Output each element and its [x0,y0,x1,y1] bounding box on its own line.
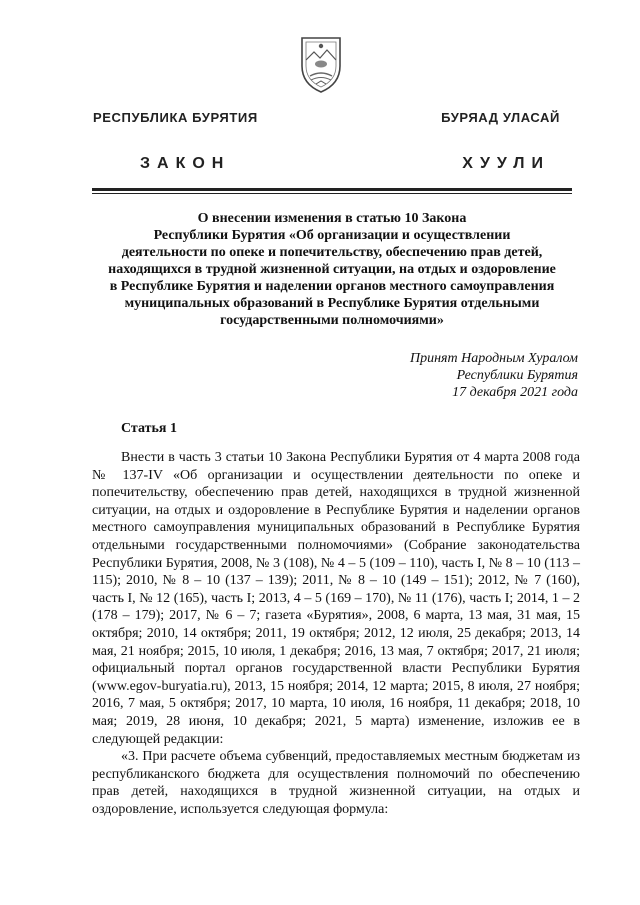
article-heading: Статья 1 [121,421,177,436]
adoption-line: Республики Бурятия [456,368,578,383]
header-divider-thick [92,188,572,191]
law-title-line: муниципальных образований в Республике Бурятия отдельными [124,296,540,311]
law-label-buryat: ХУУЛИ [462,155,550,172]
republic-name-russian: РЕСПУБЛИКА БУРЯТИЯ [93,110,258,125]
header-divider-thin [92,193,572,194]
law-title-line: находящихся в трудной жизненной ситуации, на отдых и оздоровление [108,262,556,277]
law-title-line: в Республике Бурятия и наделении органов местного самоуправления [109,279,555,294]
law-title-line: Республики Бурятия «Об организации и осуществлении [153,228,511,243]
adoption-date: 17 декабря 2021 года [452,385,578,400]
law-title-line: государственными полномочиями» [220,313,444,328]
body-paragraph: «3. При расчете объема субвенций, предоставляемых местным бюджетам из республиканского бюджета для осуществления полномочий по обеспечению прав детей, находящихся в трудной жизненной ситуации, на отдых и оздоровление, используется следующая формула: [92,749,580,817]
law-title-line: деятельности по опеке и попечительству, обеспечению прав детей, [121,245,543,260]
body-paragraph: Внести в часть 3 статьи 10 Закона Республики Бурятия от 4 марта 2008 года № 137-IV «Об организации и осуществлении деятельности по опеке и попечительству, обеспечению прав детей, находящихся в трудной жизненной ситуации, на отдых и оздоровление в Республике Бурятия и наделении органов местного самоуправления муниципальных образований в Республике Бурятия отдельными государственными полномочиями» (Собрание законодательства Республики Бурятия, 2008, № 3 (108), № 4 – 5 (109 – 110), часть I, № 8 – 10 (113 – 115); 2010, № 8 – 10 (137 – 139); 2011, № 8 – 10 (149 – 151); 2012, № 7 (160), часть I, № 12 (165), часть I; 2013, 4 – 5 (169 – 170), № 11 (176), часть I; 2014, 1 – 2 (178 – 179); 2017, № 6 – 7; газета «Бурятия», 2008, 6 марта, 13 мая, 31 мая, 15 октября; 2010, 14 октября; 2011, 19 октября; 2012, 12 июля, 25 декабря; 2013, 14 мая, 21 ноября; 2015, 10 июля, 1 декабря; 2016, 13 мая, 7 октября; 2017, 21 июля; официальный портал органов государственной власти Республики Бурятия (www.egov-buryatia.ru), 2013, 15 ноября; 2014, 12 марта; 2015, 8 июля, 27 ноября; 2016, 7 мая, 5 октября; 2017, 10 марта, 10 июля, 16 ноября, 11 декабря; 2018, 10 мая; 2019, 28 июня, 10 декабря; 2021, 5 марта) изменение, изложив ее в следующей редакции: [92,450,580,747]
article-body [92,449,580,818]
adoption-note [410,350,578,401]
law-title [92,210,572,329]
law-label-russian: ЗАКОН [140,155,231,172]
adoption-line: Принят Народным Хуралом [409,351,578,366]
law-title-line: О внесении изменения в статью 10 Закона [197,211,467,226]
republic-name-buryat: БУРЯАД УЛАСАЙ [441,110,560,125]
coat-of-arms-icon [296,32,346,94]
